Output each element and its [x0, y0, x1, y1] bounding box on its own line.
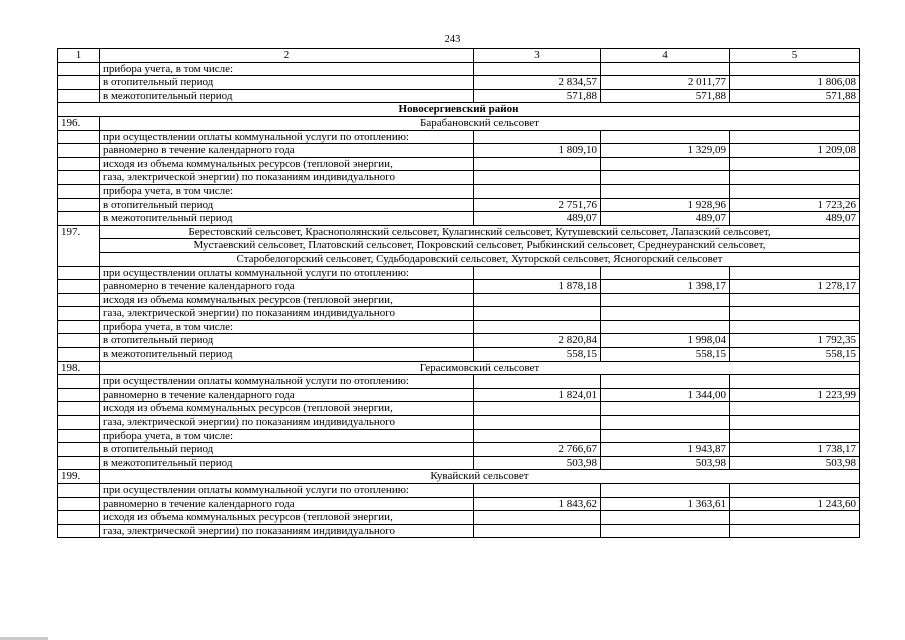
row-label: в отопительный период: [100, 198, 474, 212]
table-row: [58, 266, 860, 280]
row-label: исходя из объема коммунальных ресурсов (тепловой энергии,: [100, 511, 474, 525]
value-cell: 1 928,96: [601, 198, 730, 212]
table-row: [58, 443, 860, 457]
row-label: в межотопительный период: [100, 212, 474, 226]
value-cell: 2 820,84: [474, 334, 601, 348]
row-label: при осуществлении оплаты коммунальной услуги по отоплению:: [100, 375, 474, 389]
tariff-table: [57, 48, 860, 538]
header-col-3: 3: [474, 49, 601, 63]
locality-name: Кувайский сельсовет: [100, 470, 860, 484]
value-cell: 503,98: [730, 456, 860, 470]
row-label: в межотопительный период: [100, 456, 474, 470]
table-row: [58, 524, 860, 538]
district-row: [58, 103, 860, 117]
section-title-row: [58, 239, 860, 253]
row-label: прибора учета, в том числе:: [100, 62, 474, 76]
value-cell: 558,15: [601, 348, 730, 362]
table-row: [58, 89, 860, 103]
row-label: равномерно в течение календарного года: [100, 144, 474, 158]
row-label: равномерно в течение календарного года: [100, 388, 474, 402]
locality-name: Барабановский сельсовет: [100, 116, 860, 130]
table-row: [58, 171, 860, 185]
table-row: [58, 293, 860, 307]
value-cell: 2 751,76: [474, 198, 601, 212]
value-cell: 1 878,18: [474, 280, 601, 294]
section-number: 199.: [58, 470, 100, 484]
row-label: газа, электрической энергии) по показаниям индивидуального: [100, 171, 474, 185]
row-label: в отопительный период: [100, 76, 474, 90]
row-label: при осуществлении оплаты коммунальной услуги по отоплению:: [100, 266, 474, 280]
table-row: [58, 511, 860, 525]
value-cell: 1 209,08: [730, 144, 860, 158]
section-title-row: [58, 361, 860, 375]
value-cell: 558,15: [730, 348, 860, 362]
page-number: 243: [444, 34, 461, 45]
row-label: равномерно в течение календарного года: [100, 280, 474, 294]
value-cell: 1 723,26: [730, 198, 860, 212]
row-label: газа, электрической энергии) по показаниям индивидуального: [100, 416, 474, 430]
table-row: [58, 62, 860, 76]
value-cell: 1 329,09: [601, 144, 730, 158]
table-row: [58, 280, 860, 294]
table-row: [58, 456, 860, 470]
section-title-row: [58, 116, 860, 130]
row-label: прибора учета, в том числе:: [100, 320, 474, 334]
header-col-2: 2: [100, 49, 474, 63]
section-number: 196.: [58, 116, 100, 130]
value-cell: 571,88: [730, 89, 860, 103]
locality-name: Мустаевский сельсовет, Платовский сельсовет, Покровский сельсовет, Рыбкинский сельсовет, Среднеуранский сельсовет,: [100, 239, 860, 253]
table-row: [58, 375, 860, 389]
value-cell: 2 834,57: [474, 76, 601, 90]
value-cell: 503,98: [601, 456, 730, 470]
row-label: в межотопительный период: [100, 89, 474, 103]
row-label: исходя из объема коммунальных ресурсов (тепловой энергии,: [100, 293, 474, 307]
header-col-5: 5: [730, 49, 860, 63]
value-cell: 1 738,17: [730, 443, 860, 457]
value-cell: 1 824,01: [474, 388, 601, 402]
row-label: газа, электрической энергии) по показаниям индивидуального: [100, 524, 474, 538]
table-row: [58, 429, 860, 443]
value-cell: 1 943,87: [601, 443, 730, 457]
value-cell: 1 344,00: [601, 388, 730, 402]
section-number: 197.: [58, 225, 100, 266]
header-col-1: 1: [58, 49, 100, 63]
table-row: [58, 348, 860, 362]
table-row: [58, 198, 860, 212]
table-row: [58, 212, 860, 226]
row-label: при осуществлении оплаты коммунальной услуги по отоплению:: [100, 130, 474, 144]
value-cell: 571,88: [601, 89, 730, 103]
row-label: исходя из объема коммунальных ресурсов (тепловой энергии,: [100, 402, 474, 416]
table-row: [58, 497, 860, 511]
row-label: в отопительный период: [100, 334, 474, 348]
value-cell: 1 223,99: [730, 388, 860, 402]
value-cell: 558,15: [474, 348, 601, 362]
value-cell: 2 011,77: [601, 76, 730, 90]
value-cell: 503,98: [474, 456, 601, 470]
table-row: [58, 157, 860, 171]
section-title-row: [58, 252, 860, 266]
value-cell: 1 363,61: [601, 497, 730, 511]
locality-name: Берестовский сельсовет, Краснополянский сельсовет, Кулагинский сельсовет, Кутушевский сельсовет, Лапазский сельсовет,: [100, 225, 860, 239]
value-cell: 2 766,67: [474, 443, 601, 457]
header-col-4: 4: [601, 49, 730, 63]
header-row: [58, 49, 860, 63]
row-label: газа, электрической энергии) по показаниям индивидуального: [100, 307, 474, 321]
section-title-row: [58, 470, 860, 484]
value-cell: 1 278,17: [730, 280, 860, 294]
section-number: 198.: [58, 361, 100, 375]
table-row: [58, 416, 860, 430]
row-label: при осуществлении оплаты коммунальной услуги по отоплению:: [100, 484, 474, 498]
table-row: [58, 307, 860, 321]
locality-name: Старобелогорский сельсовет, Судьбодаровский сельсовет, Хуторской сельсовет, Ясногорский сельсовет: [100, 252, 860, 266]
value-cell: 1 398,17: [601, 280, 730, 294]
row-label: прибора учета, в том числе:: [100, 429, 474, 443]
section-title-row: [58, 225, 860, 239]
value-cell: 1 843,62: [474, 497, 601, 511]
table-row: [58, 388, 860, 402]
locality-name: Герасимовский сельсовет: [100, 361, 860, 375]
value-cell: 1 806,08: [730, 76, 860, 90]
value-cell: 489,07: [601, 212, 730, 226]
row-label: равномерно в течение календарного года: [100, 497, 474, 511]
value-cell: 1 792,35: [730, 334, 860, 348]
row-label: исходя из объема коммунальных ресурсов (тепловой энергии,: [100, 157, 474, 171]
row-label: прибора учета, в том числе:: [100, 184, 474, 198]
district-title: Новосергиевский район: [58, 103, 860, 117]
table-row: [58, 130, 860, 144]
value-cell: 1 243,60: [730, 497, 860, 511]
value-cell: 489,07: [474, 212, 601, 226]
table-row: [58, 334, 860, 348]
table-row: [58, 402, 860, 416]
value-cell: 1 809,10: [474, 144, 601, 158]
table-row: [58, 484, 860, 498]
value-cell: 571,88: [474, 89, 601, 103]
value-cell: 1 998,04: [601, 334, 730, 348]
row-label: в отопительный период: [100, 443, 474, 457]
table-row: [58, 144, 860, 158]
row-label: в межотопительный период: [100, 348, 474, 362]
table-row: [58, 320, 860, 334]
value-cell: 489,07: [730, 212, 860, 226]
table-row: [58, 184, 860, 198]
table-row: [58, 76, 860, 90]
